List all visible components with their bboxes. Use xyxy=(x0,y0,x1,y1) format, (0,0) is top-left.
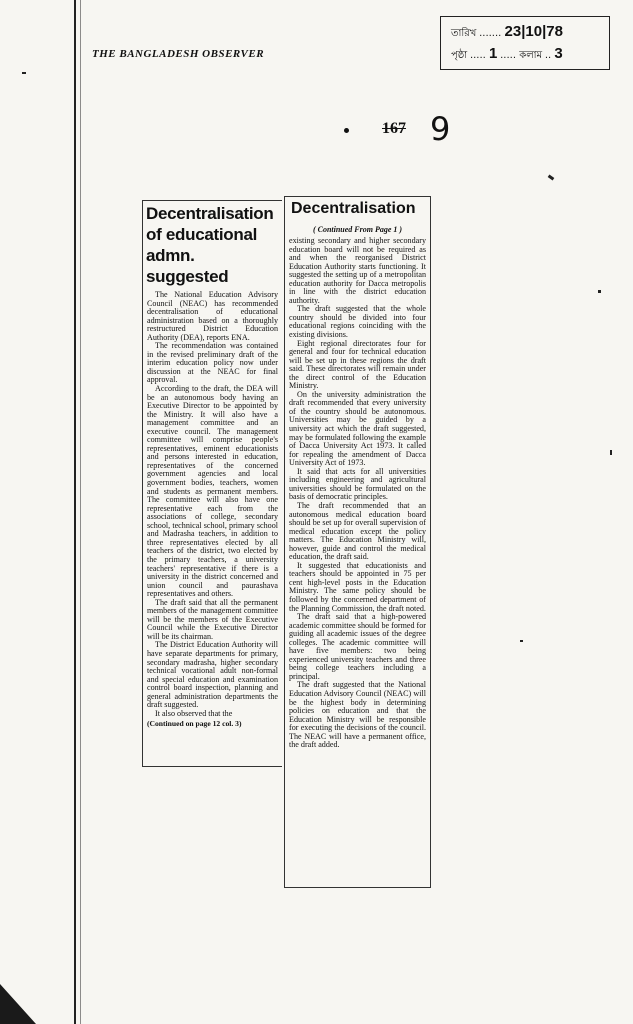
stamp-date-row: তারিখ ....... 23|10|78 xyxy=(451,23,563,40)
article-headline: Decentralisation of educational admn. suggested xyxy=(146,204,274,286)
right-column-body xyxy=(285,237,430,750)
stamp-date-value: 23|10|78 xyxy=(504,23,563,40)
clipping-right-column xyxy=(284,196,431,888)
page-binding-edge xyxy=(74,0,76,1024)
stamp-page-label: পৃষ্ঠা xyxy=(451,50,468,61)
paragraph: On the university administration the draft recommended that every university of the country should be autonomous. Universities may be guided by a university act which the draft suggested, may be formulated following the example of Dacca University Act 1973. It called for repealing the amendment of Dacca University Act of 1973. xyxy=(289,389,426,468)
paragraph: It said that acts for all universities including engineering and agricultural universities should be formulated on the basis of democratic principles. xyxy=(289,466,426,502)
stamp-column-label: কলাম xyxy=(519,50,543,61)
paragraph: The District Education Authority will have separate departments for primary, secondary madrasha, higher secondary technical vocational adult non-formal and special education and examination control board inspection, planning and general administration departments the draft suggested. xyxy=(147,640,278,710)
stamp-date-label: তারিখ xyxy=(451,28,477,39)
stamp-page-row: পৃষ্ঠা ..... 1 ..... কলাম .. 3 xyxy=(451,45,563,62)
paragraph: The draft recommended that an autonomous medical education board should be set up for overall supervision of medical education except the policy matters. The Education Ministry will, however, guide and control the medical education, the draft said. xyxy=(289,500,426,562)
continued-from-note: ( Continued From Page 1 ) xyxy=(312,225,403,234)
archive-date-stamp xyxy=(440,16,610,70)
ink-speck xyxy=(520,640,523,642)
paragraph: The draft said that all the permanent members of the management committee will be the members of the Executive Council while the Executive Director will be its chairman. xyxy=(147,597,278,641)
ink-speck xyxy=(610,450,612,455)
page-binding-shadow xyxy=(80,0,81,1024)
paragraph: Eight regional directorates four for general and four for technical education will be set up in these regions the draft said. These directorates will remain under the direct control of the Education Ministry. xyxy=(289,338,426,391)
paragraph: The draft said that a high-powered academic committee should be formed for guiding all academic issues of the degree colleges. The academic committee will have five members: two being experienced university teachers and three being college teachers including a principal. xyxy=(289,612,426,681)
paragraph: The draft suggested that the whole country should be divided into four educational regions coinciding with the existing divisions. xyxy=(289,304,426,340)
handwritten-folio-number: 9 xyxy=(430,110,451,148)
paragraph: It also observed that the xyxy=(155,708,233,718)
ink-speck xyxy=(598,290,601,293)
paragraph: The recommendation was contained in the revised preliminary draft of the interim education policy now under discussion at the NEAC for final approval. xyxy=(147,341,278,385)
continuation-note: (Continued on page 12 col. 3) xyxy=(147,719,242,729)
stamp-column-value: 3 xyxy=(554,45,563,62)
clipping-left-column xyxy=(142,200,282,767)
page-corner-fold xyxy=(0,984,36,1024)
ink-dot xyxy=(344,128,349,133)
left-column-body xyxy=(143,291,282,718)
struck-folio-number: 167 xyxy=(382,120,406,137)
continued-headline: Decentralisation xyxy=(291,200,416,217)
paragraph: existing secondary and higher secondary education board will not be required as and when the reorganised District Education Authority starts functioning. It suggested the setting up of a metropolitan education authority for Dacca metropolis in line with the district education authority. xyxy=(289,236,426,305)
ink-speck xyxy=(22,72,26,74)
paragraph: The draft suggested that the National Education Advisory Council (NEAC) will be the highest body in determining policies on education and that the Education Ministry will be responsible for executing the decisions of the council. The NEAC will have a permanent office, the draft added. xyxy=(289,680,426,750)
paragraph: The National Education Advisory Council (NEAC) has recommended decentralisation of educational administration based on a thoroughly restructured District Education Authority (DEA), reports ENA. xyxy=(147,290,278,342)
paragraph: According to the draft, the DEA will be an autonomous body having an Executive Director to be appointed by the Ministry. It will also have a management committee and an executive council. The management committee will comprise people's representatives, eminent educationists and persons interested in education, representatives of the concerned government agencies and local government bodies, teachers, women and students as permanent members. The committee will also have one representative each from the associations of college, secondary school, technical school, primary school and Madrasha teachers, in addition to three representatives elected by all teachers of the district, two elected by the primary teachers, a university teachers' representative if there is a university in the district concerned and union council and paurashava representatives and others. xyxy=(147,384,278,599)
paragraph: It suggested that educationists and teachers should be appointed in 75 per cent high-level posts in the Education Ministry. The same policy should be followed by the concerned department of the Planning Commission, the draft noted. xyxy=(289,560,426,613)
ink-speck xyxy=(548,175,555,181)
stamp-page-value: 1 xyxy=(489,45,498,62)
newspaper-masthead: THE BANGLADESH OBSERVER xyxy=(92,48,265,60)
